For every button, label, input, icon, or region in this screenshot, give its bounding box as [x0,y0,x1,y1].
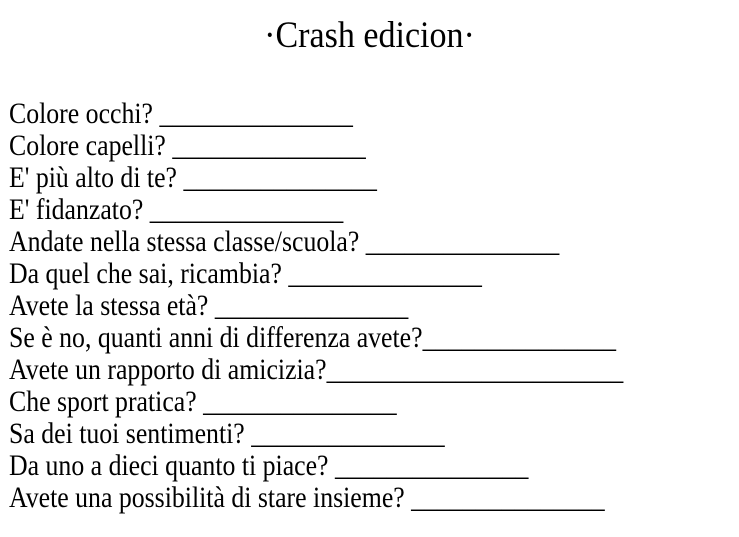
question-taller: E' più alto di te? _______________ [9,161,377,194]
question-engaged: E' fidanzato? _______________ [9,193,344,226]
question-reciprocates: Da quel che sai, ricambia? _______________ [9,257,482,290]
question-same-school: Andate nella stessa classe/scuola? _______________ [9,225,560,258]
questionnaire-list [9,98,723,514]
question-sport: Che sport pratica? _______________ [9,385,397,418]
question-hair-color: Colore capelli? _______________ [9,129,366,162]
document-title: ·Crash edicion· [264,15,475,56]
question-rating: Da uno a dieci quanto ti piace? _______________ [9,449,529,482]
question-knows-feelings: Sa dei tuoi sentimenti? _______________ [9,417,445,450]
question-age-difference: Se è no, quanti anni di differenza avete?_______________ [9,321,617,354]
question-friendship: Avete un rapporto di amicizia?_______________________ [9,353,624,386]
question-same-age: Avete la stessa età? _______________ [9,289,409,322]
question-possibility: Avete una possibilità di stare insieme? _______________ [9,481,605,514]
question-eye-color: Colore occhi? _______________ [9,97,353,130]
